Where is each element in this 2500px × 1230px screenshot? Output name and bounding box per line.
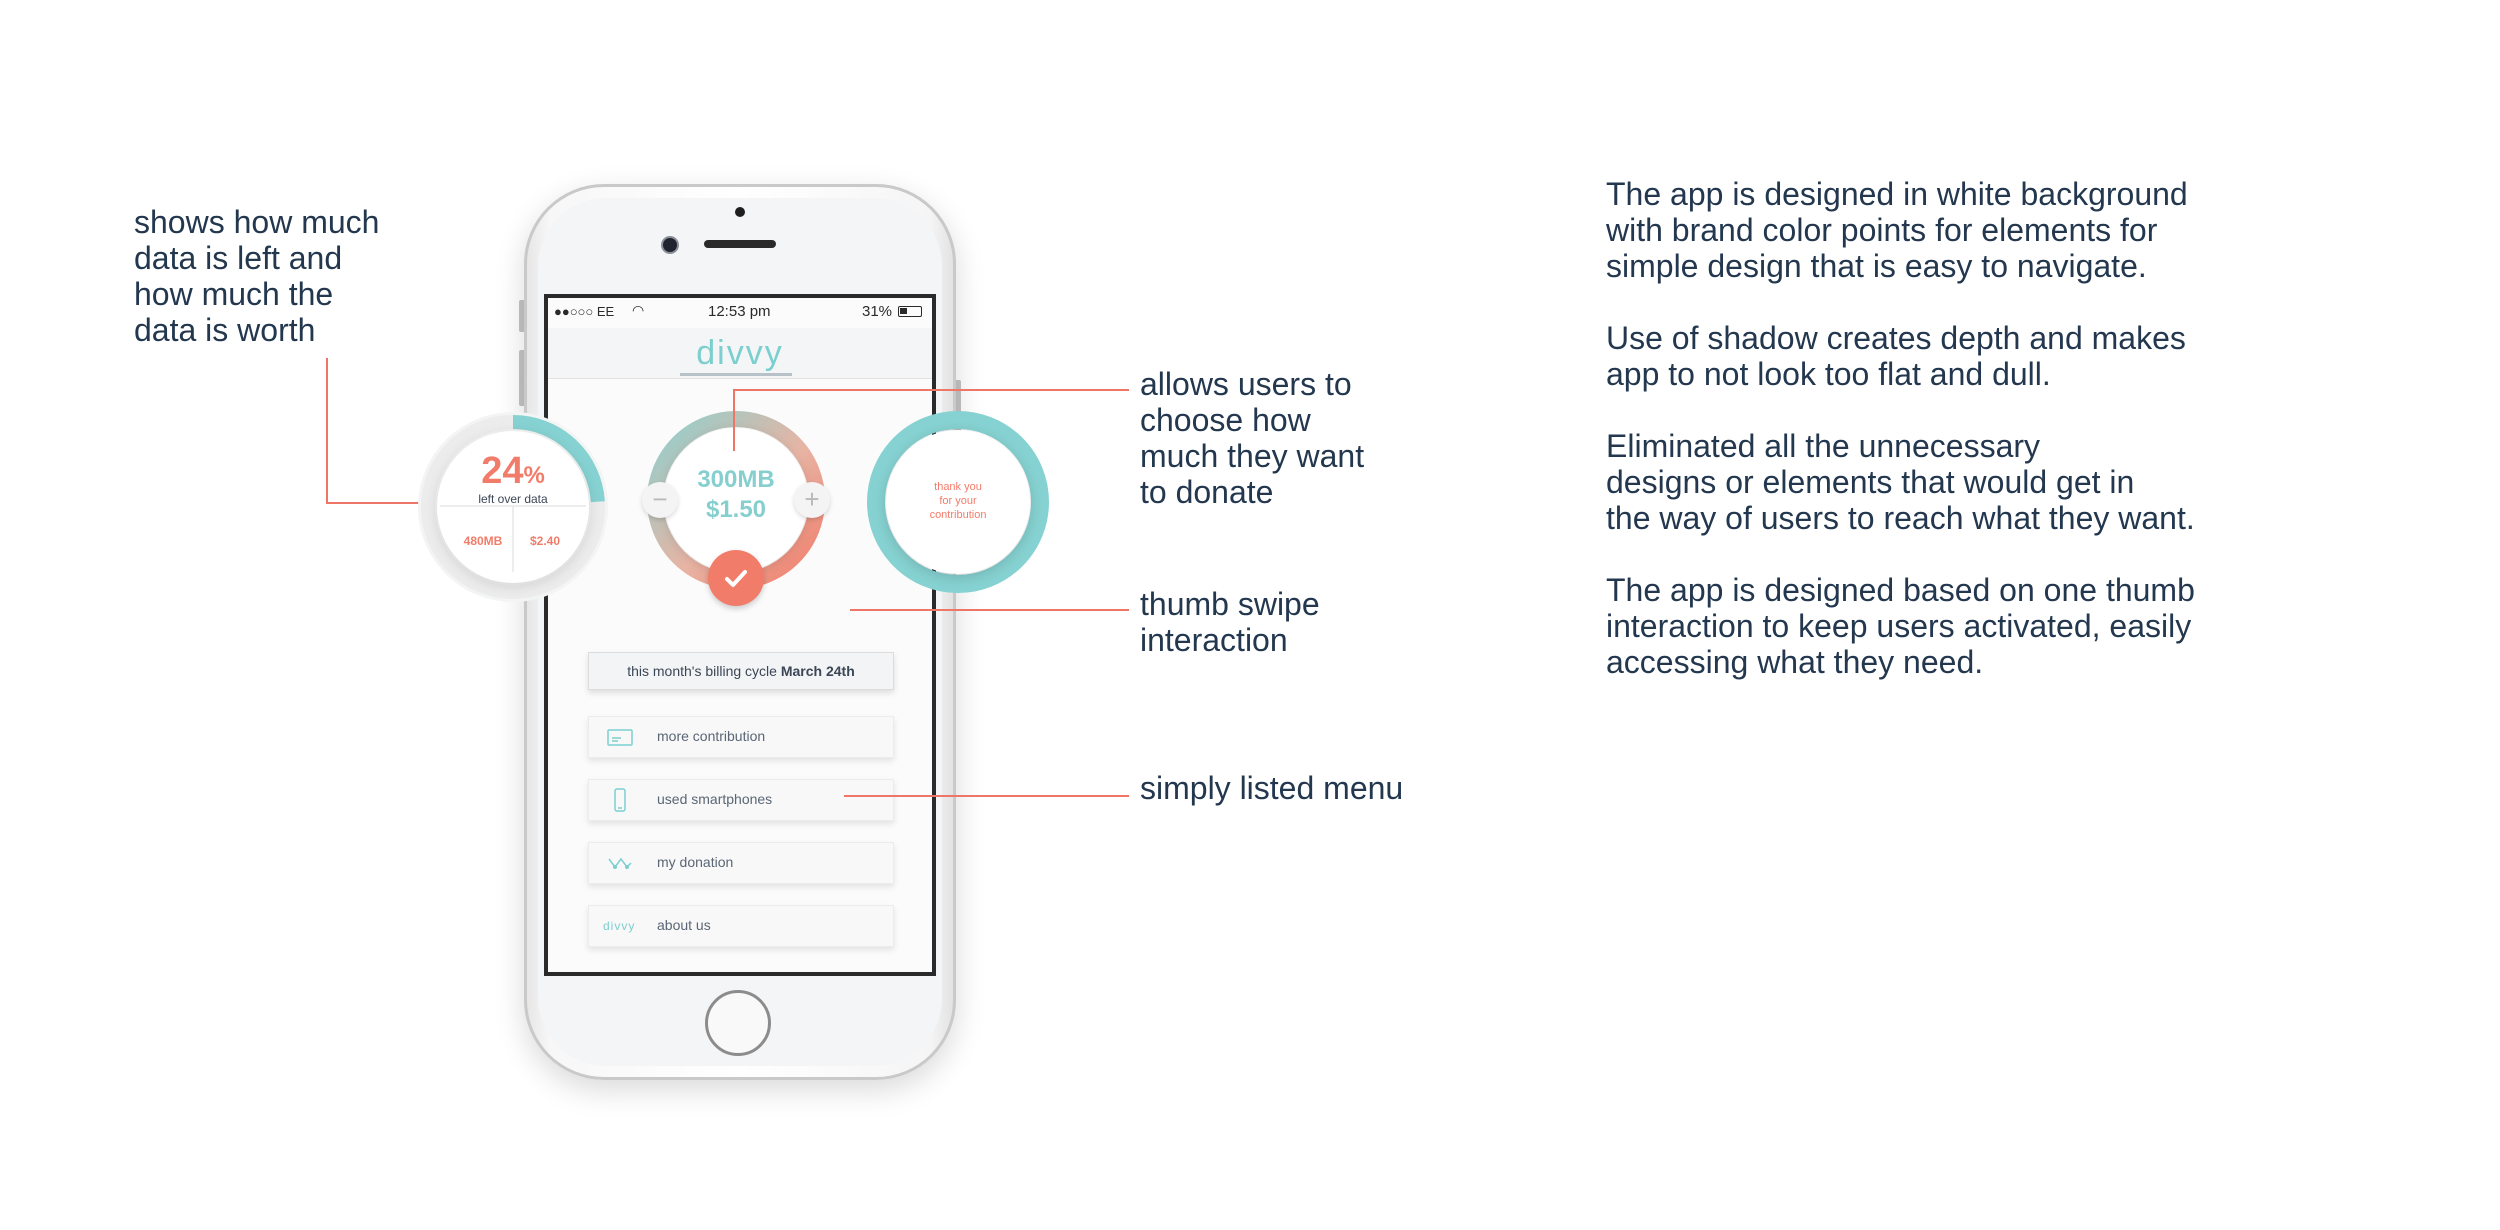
data-value: $2.40 xyxy=(529,534,561,548)
annotation-line-swipe xyxy=(850,609,1129,611)
annotation-donate: allows users to choose how much they want to donate xyxy=(1140,366,1365,510)
front-camera xyxy=(663,238,677,252)
annotation-line-menu xyxy=(844,795,1129,797)
menu-label: about us xyxy=(657,917,711,933)
battery-icon xyxy=(898,306,922,317)
data-sub-label: left over data xyxy=(478,492,548,506)
app-header xyxy=(548,328,932,379)
battery-percent: 31% xyxy=(862,303,893,320)
data-left-widget[interactable] xyxy=(416,410,610,604)
description-paragraph: Use of shadow creates depth and makes app to not look too flat and dull. xyxy=(1606,320,2186,392)
annotation-data-left: shows how much data is left and how much the data is worth xyxy=(134,204,380,348)
thank-you-widget xyxy=(866,410,1050,594)
annotation-line-donate-v xyxy=(733,389,735,451)
signal-carrier: ●●○○○ EE xyxy=(554,304,615,319)
earpiece-speaker xyxy=(704,240,776,248)
plus-icon: + xyxy=(804,484,820,514)
billing-cycle-banner xyxy=(588,652,894,690)
annotation-menu: simply listed menu xyxy=(1140,770,1404,806)
description-paragraph: The app is designed in white background with brand color points for elements for simple design that is easy to navigate. xyxy=(1606,176,2188,284)
donate-widget[interactable] xyxy=(646,410,826,590)
check-icon xyxy=(708,550,764,606)
increase-button[interactable] xyxy=(794,482,830,518)
card-icon xyxy=(607,727,633,747)
wifi-icon: ◠ xyxy=(632,302,645,318)
data-mb: 480MB xyxy=(463,534,503,548)
donate-mb: 300MB xyxy=(697,466,775,493)
smartphone-icon xyxy=(607,788,633,812)
thank-you-text: thank you for your contribution xyxy=(929,481,987,521)
menu-item-about-us[interactable] xyxy=(588,905,894,947)
menu-item-used-smartphones[interactable] xyxy=(588,779,894,821)
home-button[interactable] xyxy=(705,990,771,1056)
confirm-button[interactable] xyxy=(708,550,764,606)
percent-value: 24 xyxy=(481,450,524,492)
menu-item-more-contribution[interactable] xyxy=(588,716,894,758)
annotation-swipe: thumb swipe interaction xyxy=(1140,586,1320,658)
proximity-sensor xyxy=(735,207,745,217)
data-percent xyxy=(416,450,610,493)
menu-label: used smartphones xyxy=(657,791,773,807)
design-description xyxy=(1606,176,2466,716)
decrease-button[interactable] xyxy=(642,482,678,518)
annotation-line-data xyxy=(326,358,328,504)
app-screen xyxy=(544,294,936,976)
donate-price: $1.50 xyxy=(705,496,767,523)
billing-label: this month's billing cycle xyxy=(627,663,781,679)
description-paragraph: The app is designed based on one thumb interaction to keep users activated, easily accessing what they need. xyxy=(1606,572,2195,680)
data-ring xyxy=(416,410,610,604)
description-paragraph: Eliminated all the unnecessary designs or elements that would get in the way of users to reach what they want. xyxy=(1606,428,2195,536)
status-bar xyxy=(548,298,932,328)
percent-sign: % xyxy=(523,462,545,489)
menu-label: more contribution xyxy=(657,728,766,744)
logo-underline xyxy=(680,373,792,376)
menu-label: my donation xyxy=(657,854,734,870)
menu-item-my-donation[interactable] xyxy=(588,842,894,884)
billing-date: March 24th xyxy=(780,663,855,679)
minus-icon: − xyxy=(652,484,668,514)
app-logo: divvy xyxy=(696,334,784,372)
donation-chart-icon xyxy=(607,853,633,873)
divvy-logo-icon: divvy xyxy=(603,919,636,933)
status-time: 12:53 pm xyxy=(708,303,771,320)
annotation-line-donate-h xyxy=(733,389,1129,391)
